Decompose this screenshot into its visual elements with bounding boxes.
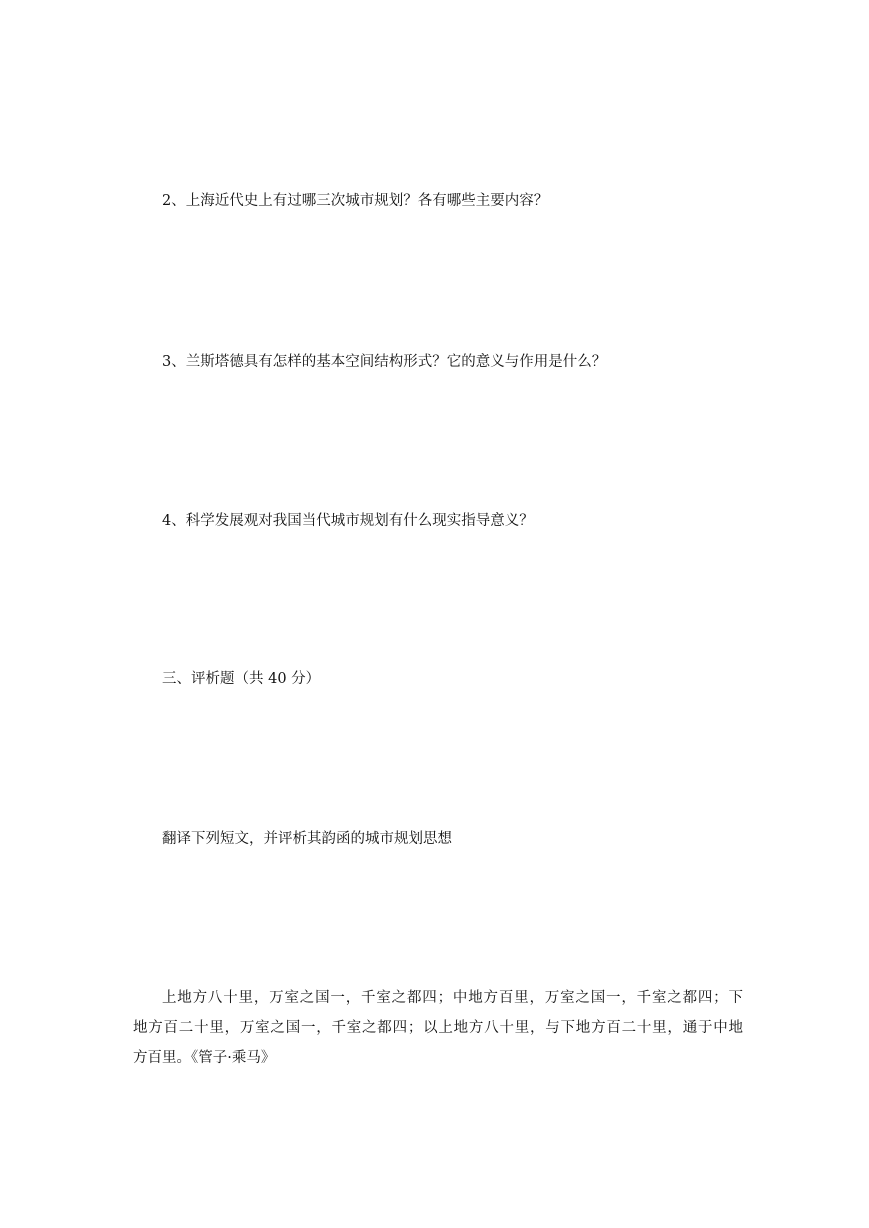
section-3-instruction: 翻译下列短文，并评析其韵函的城市规划思想 xyxy=(162,831,452,847)
section-3-heading: 三、评析题（共 40 分） xyxy=(162,671,321,687)
question-3: 3、兰斯塔德具有怎样的基本空间结构形式？它的意义与作用是什么？ xyxy=(162,354,607,370)
passage-line-1: 上地方八十里，万室之国一，千室之都四；中地方百里，万室之国一，千室之都四；下 xyxy=(162,990,743,1006)
passage-line-2: 地方百二十里，万室之国一，千室之都四；以上地方八十里，与下地方百二十里，通于中地 xyxy=(133,1020,743,1036)
passage-line-3: 方百里。《管子·乘马》 xyxy=(133,1050,276,1066)
classical-passage xyxy=(133,983,743,1073)
question-4: 4、科学发展观对我国当代城市规划有什么现实指导意义？ xyxy=(162,513,534,529)
question-2: 2、上海近代史上有过哪三次城市规划？各有哪些主要内容？ xyxy=(162,193,549,209)
